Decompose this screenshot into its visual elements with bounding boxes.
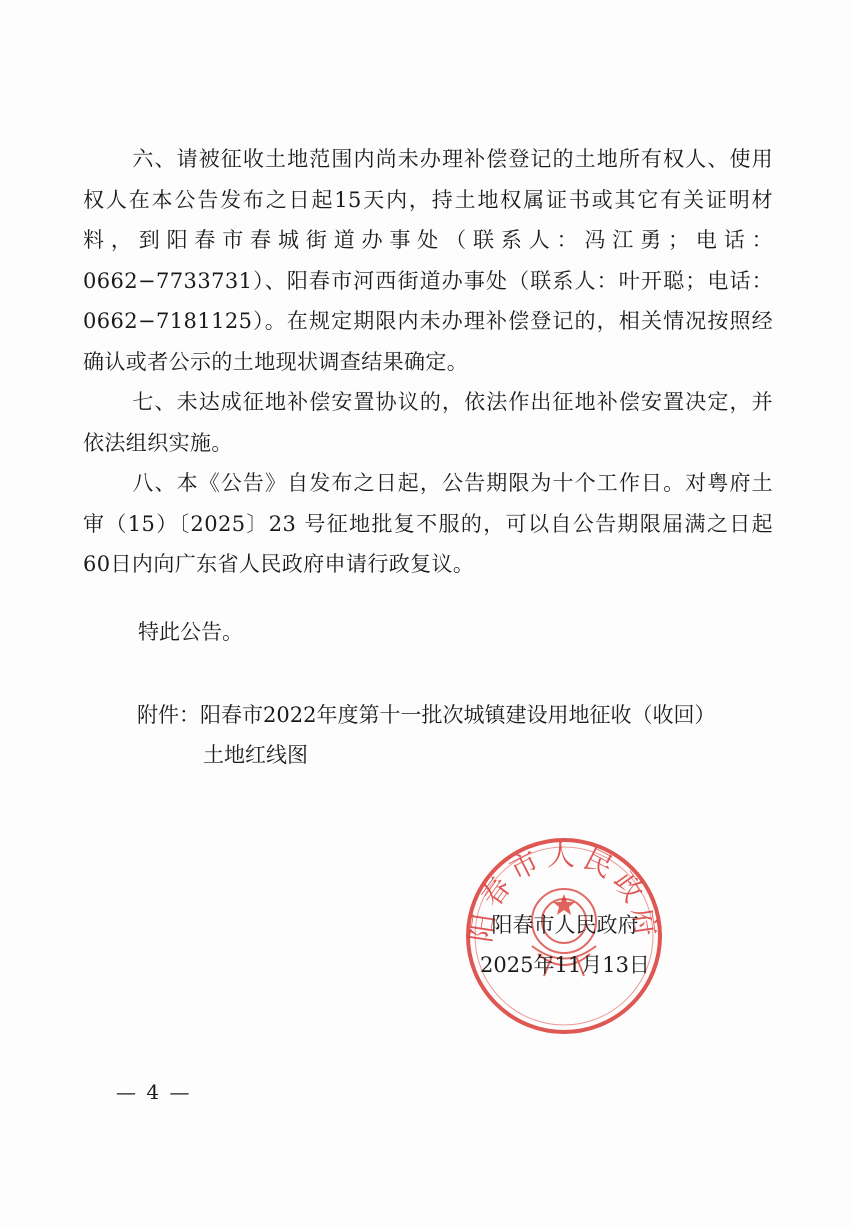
- issue-date: 2025年11月13日: [480, 953, 650, 977]
- issuing-authority: 阳春市人民政府: [491, 913, 639, 937]
- paragraph-seven: 七、未达成征地补偿安置协议的，依法作出征地补偿安置决定，并依法组织实施。: [83, 390, 773, 455]
- page-number: — 4 —: [116, 1080, 192, 1104]
- signature-block: [470, 905, 660, 985]
- attachment-note: [137, 695, 715, 775]
- paragraph-six: 六、请被征收土地范围内尚未办理补偿登记的土地所有权人、使用权人在本公告发布之日起15天内，持土地权属证书或其它有关证明材料，到阳春市春城街道办事处（联系人：冯江勇；电话：0662−7733731）、阳春市河西街道办事处（联系人：叶开聪；电话：0662−7181125）。在规定期限内未办理补偿登记的，相关情况按照经确认或者公示的土地现状调查结果确定。: [83, 147, 773, 374]
- svg-text:阳春市人民政府: 阳春市人民政府: [464, 839, 664, 945]
- closing-line: 特此公告。: [138, 620, 243, 644]
- paragraph-eight: 八、本《公告》自发布之日起，公告期限为十个工作日。对粤府土审（15）〔2025〕23 号征地批复不服的，可以自公告期限届满之日起60日内向广东省人民政府申请行政复议。: [83, 471, 773, 576]
- announcement-body: [83, 139, 773, 585]
- attachment-line-2: 土地红线图: [203, 743, 308, 767]
- attachment-line-1: 附件：阳春市2022年度第十一批次城镇建设用地征收（收回）: [137, 703, 716, 727]
